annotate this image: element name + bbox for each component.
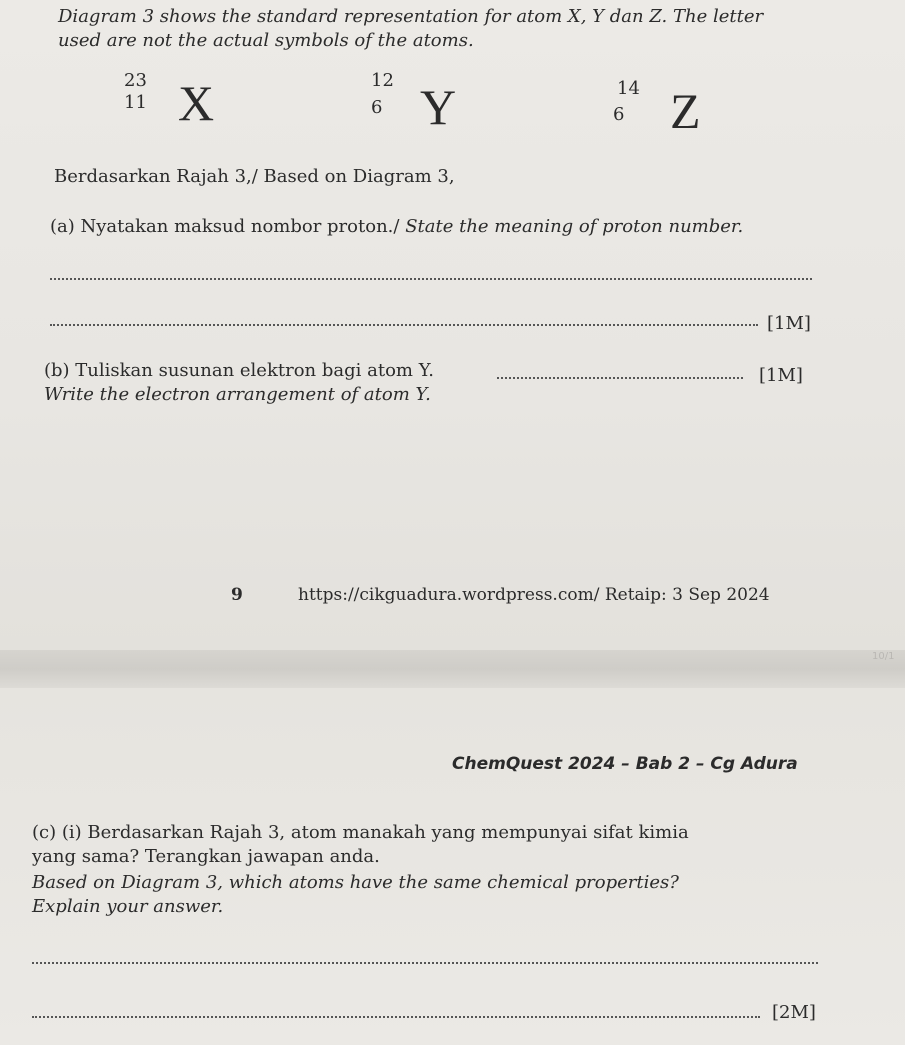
question-a: [50, 216, 743, 237]
viewer-page-indicator: 10/1: [872, 651, 895, 662]
question-b-mark: [1M]: [759, 365, 803, 386]
question-c-english-line-2: Explain your answer.: [32, 896, 224, 917]
atom-x-symbol: X: [178, 75, 215, 131]
based-on-diagram-label: Berdasarkan Rajah 3,/ Based on Diagram 3,: [54, 166, 455, 187]
answer-line-c-1[interactable]: [32, 962, 818, 964]
source-footer: https://cikguadura.wordpress.com/ Retaip: 3 Sep 2024: [298, 585, 770, 605]
atom-z-symbol: Z: [670, 83, 701, 139]
question-a-malay: (a) Nyatakan maksud nombor proton./: [50, 216, 400, 237]
atom-y-proton-number: 6: [371, 97, 383, 118]
page-number: 9: [231, 585, 243, 605]
question-c-english-line-1: Based on Diagram 3, which atoms have the same chemical properties?: [32, 872, 679, 893]
question-b-english: Write the electron arrangement of atom Y.: [44, 384, 431, 405]
based-on-diagram-text: [54, 166, 455, 187]
answer-line-a-2[interactable]: [50, 324, 758, 326]
atom-x-mass-number: 23: [124, 70, 147, 91]
page-break-gutter: [0, 650, 905, 688]
question-b-malay: (b) Tuliskan susunan elektron bagi atom Y.: [44, 360, 434, 381]
intro-line-2: used are not the actual symbols of the atoms.: [58, 30, 474, 51]
atom-y-mass-number: 12: [371, 70, 394, 91]
atom-z-mass-number: 14: [617, 78, 640, 99]
question-c-mark: [2M]: [772, 1002, 816, 1023]
question-c-malay-line-2: yang sama? Terangkan jawapan anda.: [32, 846, 380, 867]
question-c-malay-line-1: (c) (i) Berdasarkan Rajah 3, atom manakah yang mempunyai sifat kimia: [32, 822, 689, 843]
question-a-mark: [1M]: [767, 313, 811, 334]
atom-x-proton-number: 11: [124, 92, 147, 113]
atom-y-symbol: Y: [420, 79, 457, 135]
question-a-english: State the meaning of proton number.: [405, 216, 744, 237]
next-page-header: ChemQuest 2024 – Bab 2 – Cg Adura: [452, 754, 798, 774]
intro-line-1: Diagram 3 shows the standard representation for atom X, Y dan Z. The letter: [58, 6, 764, 27]
answer-line-c-2[interactable]: [32, 1016, 760, 1018]
answer-line-b[interactable]: [497, 377, 743, 379]
atom-z-proton-number: 6: [613, 104, 625, 125]
answer-line-a-1[interactable]: [50, 278, 812, 280]
